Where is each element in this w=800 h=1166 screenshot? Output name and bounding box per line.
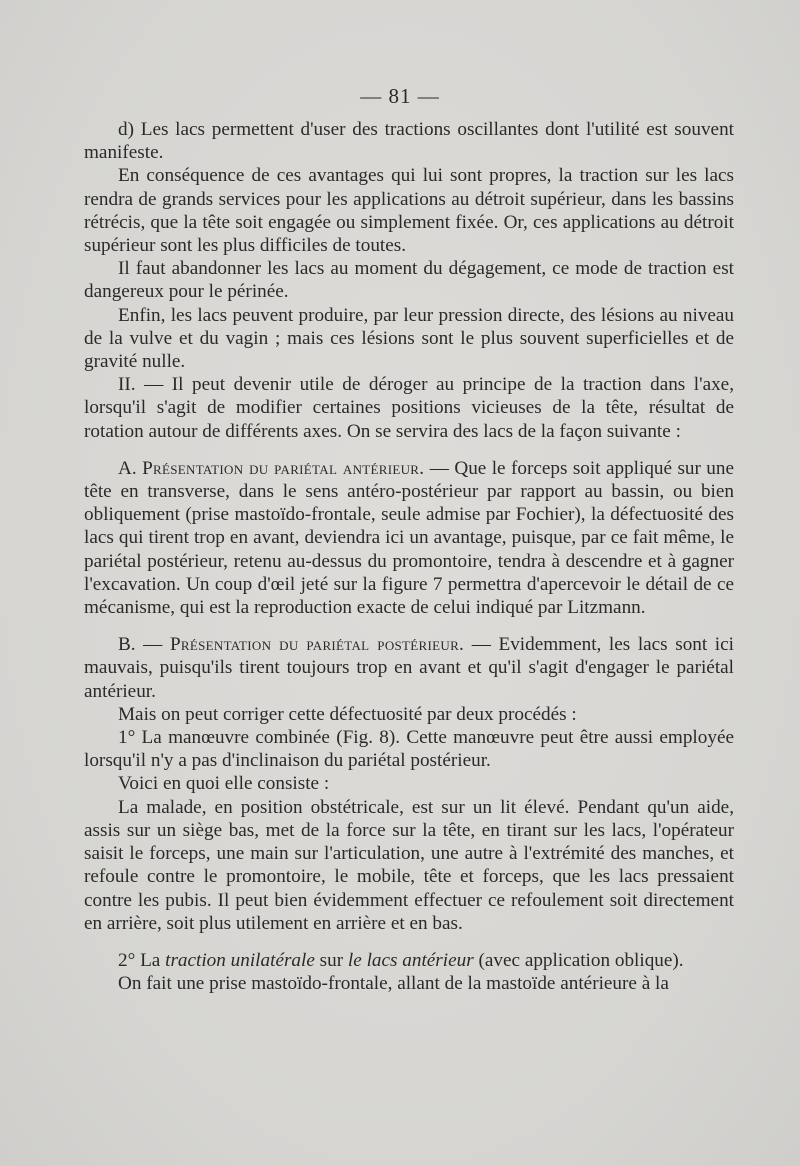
final-tail: (avec application oblique). — [473, 949, 684, 971]
paragraph: Il faut abandonner les lacs au moment du dégagement, ce mode de traction est dangereux pour le périnée. — [84, 258, 734, 303]
last-line: On fait une prise mastoïdo-frontale, allant de la mastoïde antérieure à la — [118, 973, 669, 995]
paragraph: En conséquence de ces avantages qui lui sont propres, la traction sur les lacs rendra de grands services pour les applications au détroit supérieur, dans les bassins rétrécis, que la tête soit engagée ou simplement fixée. Or, ces applications au détroit supérieur sont les plus difficiles de toutes. — [84, 165, 734, 257]
section-a-text: — Que le forceps soit appliqué sur une tête en transverse, dans le sens antéro-postérieur par rapport au bassin, ou bien obliquement (prise mastoïdo-frontale, seule admise par Fochier), la défectuosité des lacs qui tirent trop en avant, deviendra ici un avantage, puisque, par ce fait même, le pariétal postérieur, retenu au-dessus du promontoire, tendra à descendre et à gagner l'excavation. Un coup d'œil jeté sur la figure 7 permettra d'apercevoir le détail de ce mécanisme, qui est la reproduction exacte de celui indiqué par Litzmann. — [84, 457, 734, 619]
section-b — [84, 633, 734, 703]
final-lead: 2° La — [118, 949, 166, 971]
paragraph: Voici en quoi elle consiste : — [118, 773, 330, 795]
section-b-lead: B. — — [118, 634, 170, 656]
paragraph: d) Les lacs permettent d'user des tractions oscillantes dont l'utilité est souvent manifeste. — [84, 119, 734, 164]
paragraph: II. — Il peut devenir utile de déroger au principe de la traction dans l'axe, lorsqu'il s'agit de modifier certaines positions vicieuses de la tête, résultat de rotation autour de différents axes. On se servira des lacs de la façon suivante : — [84, 374, 734, 442]
paragraph: 1° La manœuvre combinée (Fig. 8). Cette manœuvre peut être aussi employée lorsqu'il n'y a pas d'inclinaison du pariétal postérieur. — [84, 727, 734, 772]
final-italic-2: le lacs antérieur — [347, 949, 474, 971]
final-italic-1: traction unilatérale — [165, 949, 315, 971]
section-a-heading: Présentation du pariétal antérieur. — [142, 457, 425, 479]
section-b-text: — Evidemment, les lacs sont ici mauvais, puisqu'ils tirent toujours trop en avant et qu'il s'agit d'engager le pariétal antérieur. — [84, 634, 734, 702]
final-paragraph — [84, 949, 734, 972]
section-a-lead: A. — [118, 457, 143, 479]
paragraph: La malade, en position obstétricale, est sur un lit élevé. Pendant qu'un aide, assis sur un siège bas, met de la force sur la tête, en tirant sur les lacs, l'opérateur saisit le forceps, une main sur l'articulation, une autre à l'extrémité des manches, et refoule contre le promontoire, le mobile, tête et forceps, que les lacs pressaient contre les pubis. Il peut bien évidemment effectuer ce refoulement soit directement en arrière, soit plus utilement en arrière et en bas. — [84, 796, 734, 934]
section-a — [84, 457, 734, 619]
page-number: — 81 — — [360, 84, 440, 108]
paragraph: Mais on peut corriger cette défectuosité par deux procédés : — [118, 703, 577, 725]
body-text — [84, 118, 734, 995]
final-mid: sur — [314, 949, 348, 971]
paragraph: Enfin, les lacs peuvent produire, par leur pression directe, des lésions au niveau de la vulve et du vagin ; mais ces lésions sont le plus souvent superficielles et de gravité nulle. — [84, 304, 734, 373]
section-b-heading: Présentation du pariétal postérieur. — [169, 634, 465, 656]
